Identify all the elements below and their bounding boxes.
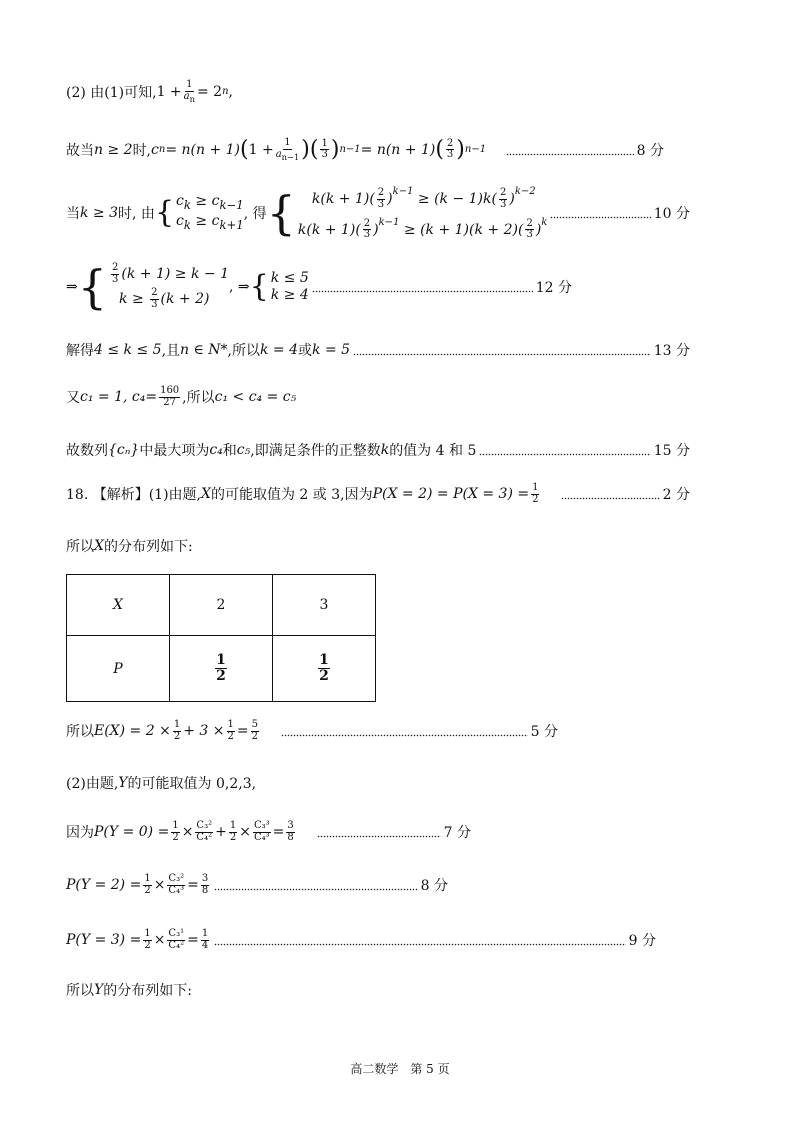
text: (2) 由(1)可知, <box>66 84 157 101</box>
numerator: 2 <box>526 217 533 229</box>
numerator: 2 <box>363 217 371 229</box>
math: k ≥ 4 <box>270 287 309 304</box>
math: X <box>94 538 104 554</box>
denominator: 2 <box>144 939 151 951</box>
numerator: 1 <box>201 928 209 939</box>
numerator: C₃³ <box>253 820 270 831</box>
superscript: k−2 <box>514 186 536 197</box>
numerator: 1 <box>144 873 151 884</box>
text: ,所以 <box>227 343 260 359</box>
table-cell: P <box>67 636 170 702</box>
text: ⇒ <box>66 279 78 296</box>
superscript: n−1 <box>339 144 361 156</box>
denominator: C₄³ <box>253 831 270 843</box>
math: × <box>181 824 194 840</box>
x-distribution-table <box>66 574 376 702</box>
math: c <box>151 141 159 158</box>
math: c₄ <box>209 442 223 458</box>
math: c <box>176 212 184 229</box>
math: 4 ≤ k ≤ 5 <box>94 342 162 358</box>
math: ≥ c <box>190 193 220 210</box>
numerator: 1 <box>321 137 328 149</box>
numerator: 1 <box>173 719 181 730</box>
math: k ≥ 3 <box>80 204 119 221</box>
numerator: 3 <box>201 873 209 884</box>
math: = <box>187 932 199 948</box>
denominator: 2 <box>251 730 258 742</box>
text: 和 <box>222 443 237 459</box>
denominator: a <box>183 90 190 102</box>
denominator: C₄³ <box>168 884 185 896</box>
text: 所以 <box>66 724 94 740</box>
line-expectation <box>66 720 558 742</box>
dot-leader <box>281 725 528 737</box>
denominator: 3 <box>112 273 119 285</box>
dot-leader <box>550 207 650 219</box>
math: k ≥ <box>119 291 149 308</box>
denominator: 2 <box>319 668 329 684</box>
denominator: 27 <box>163 396 176 408</box>
numerator: 1 <box>227 719 234 730</box>
numerator: 3 <box>287 820 294 831</box>
line-k-range: ⇒ { $\frac{2}{3}$ (k + 1) ≥ k − 1 k ≥ $\frac{2}{3}$ (k + 2) , ⇒ { k ≤ 5 k ≥ 4 12 分 <box>66 260 572 315</box>
table-cell: 2 <box>170 575 273 636</box>
inequality-system: k(k + 1)( $\frac{2}{3}$ )$^{k-1}$ ≥ (k − 1)k( $\frac{2}{3}$ )$^{k-2}$ k(k + 1)( $\frac{2}{3}$ )$^{k-1}$ ≥ (k + 1)(k + 2)( $\frac{2}{3}$ )$^k$ <box>297 186 548 241</box>
superscript: n <box>222 86 229 98</box>
denominator: 2 <box>172 831 179 843</box>
line-conclusion <box>66 440 690 460</box>
math: × <box>153 932 166 948</box>
numerator: 2 <box>112 262 119 273</box>
text: , ⇒ <box>229 279 250 296</box>
math: n ∈ N* <box>180 342 228 358</box>
superscript: k−1 <box>378 216 400 228</box>
math: = <box>187 877 199 893</box>
subscript: k−1 <box>219 198 244 213</box>
math: k ≤ 5 <box>270 269 309 286</box>
text: 的可能取值为 2 或 3,因为 <box>210 487 373 503</box>
fraction <box>320 139 328 161</box>
text: 的分布列如下: <box>103 983 192 999</box>
text: 中最大项为 <box>139 443 210 459</box>
math: = 2 <box>197 83 223 100</box>
math: ≥ (k − 1)k <box>413 191 492 207</box>
text: ,且 <box>161 343 181 359</box>
numerator: 1 <box>216 652 226 669</box>
denominator: 2 <box>216 668 226 684</box>
math: k(k + 1) <box>297 221 356 238</box>
denominator: 3 <box>321 149 328 161</box>
text: , 得 <box>243 205 267 222</box>
text: 或 <box>298 343 313 359</box>
dot-leader <box>214 879 417 891</box>
subscript: n <box>189 93 195 104</box>
math: Y <box>118 775 128 791</box>
denominator: C₄² <box>168 939 185 951</box>
denominator: 2 <box>173 730 181 742</box>
numerator: 5 <box>251 719 258 730</box>
fraction <box>446 139 454 161</box>
fraction <box>276 138 300 161</box>
line-c-values <box>66 386 296 408</box>
text: 的可能取值为 0,2,3, <box>127 776 257 792</box>
math: 1 + <box>248 141 274 158</box>
denominator: C₄² <box>196 831 213 843</box>
result-system <box>271 270 309 305</box>
line-x-dist-intro <box>66 536 193 556</box>
numerator: C₃² <box>196 820 213 831</box>
table-row <box>67 575 376 636</box>
math: + 3 × <box>183 723 225 739</box>
line-py3 <box>66 929 656 951</box>
score-label: 12 分 <box>535 280 572 297</box>
math: × <box>153 877 166 893</box>
condition-system <box>176 193 244 232</box>
page-footer: 高二数学 第 5 页 <box>350 1062 450 1076</box>
line-step2-intro <box>66 80 233 103</box>
denominator: 2 <box>532 493 539 505</box>
line-py2 <box>66 874 448 896</box>
inequality-system <box>109 262 229 312</box>
denominator: 3 <box>526 229 533 241</box>
line-part2-intro <box>66 773 256 793</box>
numerator: 1 <box>186 79 193 90</box>
superscript: k−1 <box>392 186 414 197</box>
dot-leader <box>353 344 651 356</box>
denominator: 2 <box>144 884 151 896</box>
text: 又 <box>66 390 80 406</box>
line-y-dist-intro <box>66 980 192 1000</box>
math: c₅ <box>236 442 251 458</box>
superscript: n−1 <box>464 144 487 156</box>
superscript: k <box>541 216 548 228</box>
line-k-system: 当 k ≥ 3 时, 由 { $c_k \ge c_{k-1}$ $c_k \ge c_{k+1}$ , 得 { k(k + 1)( $\frac{2}{3}$ )$^{k-1}$ ≥ (k − 1)k( $\frac{2}{3}$ )$^{k-2}$ k(k + 1)( $\frac{2}{3}$ )$^{k-1}$ ≥ (k + 1)(k + 2)( $\frac{2}{3}$ )$^k$ 10 分 <box>66 182 690 243</box>
math: = n(n + 1) <box>360 141 436 158</box>
text: 解得 <box>66 343 94 359</box>
text: 所以 <box>66 539 94 555</box>
math: c <box>176 193 184 210</box>
text: 故数列 <box>66 443 108 459</box>
score-label: 15 分 <box>653 443 690 459</box>
line-q18-part1 <box>66 483 690 505</box>
math: P(Y = 3) = <box>66 932 142 948</box>
text: 所以 <box>66 983 94 999</box>
denominator: 2 <box>227 730 234 742</box>
subscript: k+1 <box>219 217 244 232</box>
line-py0 <box>66 821 471 843</box>
math: P(Y = 2) = <box>66 877 142 893</box>
math: k = 5 <box>312 342 351 358</box>
table-cell: 3 <box>273 575 376 636</box>
line-cn-formula: 故当 n ≥ 2 时, c n = n(n + 1) ( 1 + $\frac{1}{a_{n-1}}$ ) ( $\frac{1}{3}$ ) n−1 = n(n + 1) ( $\frac{2}{3}$ ) n−1 8 分 <box>66 136 664 162</box>
math: (k + 2) <box>160 291 210 308</box>
numerator: 1 <box>319 652 329 669</box>
math: Y <box>94 982 104 998</box>
subscript: k <box>183 217 191 232</box>
math: k(k + 1) <box>311 191 370 207</box>
numerator: C₃² <box>168 873 185 884</box>
math: = <box>236 723 249 739</box>
math: c₁ < c₄ = c₅ <box>214 389 297 405</box>
math: P(Y = 0) = <box>94 824 170 840</box>
numerator: 2 <box>499 187 507 198</box>
numerator: 1 <box>532 482 539 493</box>
text: 的值为 4 和 5 <box>389 443 477 459</box>
fraction <box>184 80 195 103</box>
math: = <box>272 824 285 840</box>
text: , <box>228 83 233 100</box>
denominator: 3 <box>499 198 507 210</box>
math: k <box>380 442 390 458</box>
text: 当 <box>66 205 80 222</box>
math: E(X) = 2 × <box>94 723 171 739</box>
numerator: 1 <box>172 820 179 831</box>
math: 1 + <box>156 83 182 100</box>
denominator: 8 <box>201 884 209 896</box>
math: k = 4 <box>260 342 299 358</box>
score-label: 13 分 <box>653 343 690 359</box>
numerator: 2 <box>446 137 454 149</box>
dot-leader <box>312 281 533 293</box>
denominator: 2 <box>229 831 237 843</box>
denominator: 3 <box>377 198 385 210</box>
numerator: 1 <box>284 137 291 148</box>
text: ,即满足条件的正整数 <box>250 443 381 459</box>
math: ≥ (k + 1)(k + 2) <box>399 221 518 238</box>
math: × <box>239 824 251 840</box>
math: + <box>215 824 227 840</box>
numerator: 1 <box>144 928 151 939</box>
score-label: 8 分 <box>636 142 664 159</box>
text: 故当 <box>66 142 94 159</box>
text: 时, <box>132 142 152 159</box>
dot-leader <box>317 826 441 838</box>
denominator: 3 <box>446 149 454 161</box>
text: 18. 【解析】(1)由题, <box>66 487 201 503</box>
score-label: 8 分 <box>420 878 448 894</box>
denominator: 4 <box>201 939 209 951</box>
math: c₁ = 1, c₄= <box>80 389 158 405</box>
denominator: 8 <box>287 831 294 843</box>
table-row <box>67 636 376 702</box>
score-label: 2 分 <box>662 487 690 503</box>
denominator: 3 <box>151 298 158 310</box>
numerator: C₃¹ <box>168 928 185 939</box>
numerator: 1 <box>229 820 237 831</box>
text: 时, 由 <box>118 205 155 222</box>
subscript: k <box>183 198 191 213</box>
math: X <box>201 486 211 502</box>
table-cell: X <box>67 575 170 636</box>
math: n ≥ 2 <box>94 141 133 158</box>
numerator: 160 <box>160 385 180 396</box>
text: 的分布列如下: <box>103 539 193 555</box>
text: 因为 <box>66 825 94 841</box>
dot-leader <box>479 444 650 456</box>
score-label: 9 分 <box>628 933 656 949</box>
math: ≥ c <box>190 212 220 229</box>
math: P(X = 2) = P(X = 3) = <box>372 486 530 502</box>
table-cell <box>273 636 376 702</box>
denominator: a <box>275 148 282 160</box>
math: = n(n + 1) <box>165 141 240 158</box>
numerator: 2 <box>151 287 158 299</box>
dot-leader <box>561 488 659 500</box>
score-label: 5 分 <box>530 724 558 740</box>
table-cell <box>170 636 273 702</box>
dot-leader <box>506 144 634 156</box>
dot-leader <box>214 934 625 946</box>
numerator: 2 <box>377 187 385 198</box>
text: ,所以 <box>182 390 215 406</box>
subscript: n−1 <box>281 151 300 162</box>
line-solve-k <box>66 340 690 360</box>
math: {cₙ} <box>108 442 140 458</box>
text: (2)由题, <box>66 776 119 792</box>
score-label: 7 分 <box>443 825 471 841</box>
denominator: 3 <box>363 229 371 241</box>
score-label: 10 分 <box>653 205 690 222</box>
subscript: n <box>158 144 166 156</box>
math: (k + 1) ≥ k − 1 <box>121 266 229 282</box>
